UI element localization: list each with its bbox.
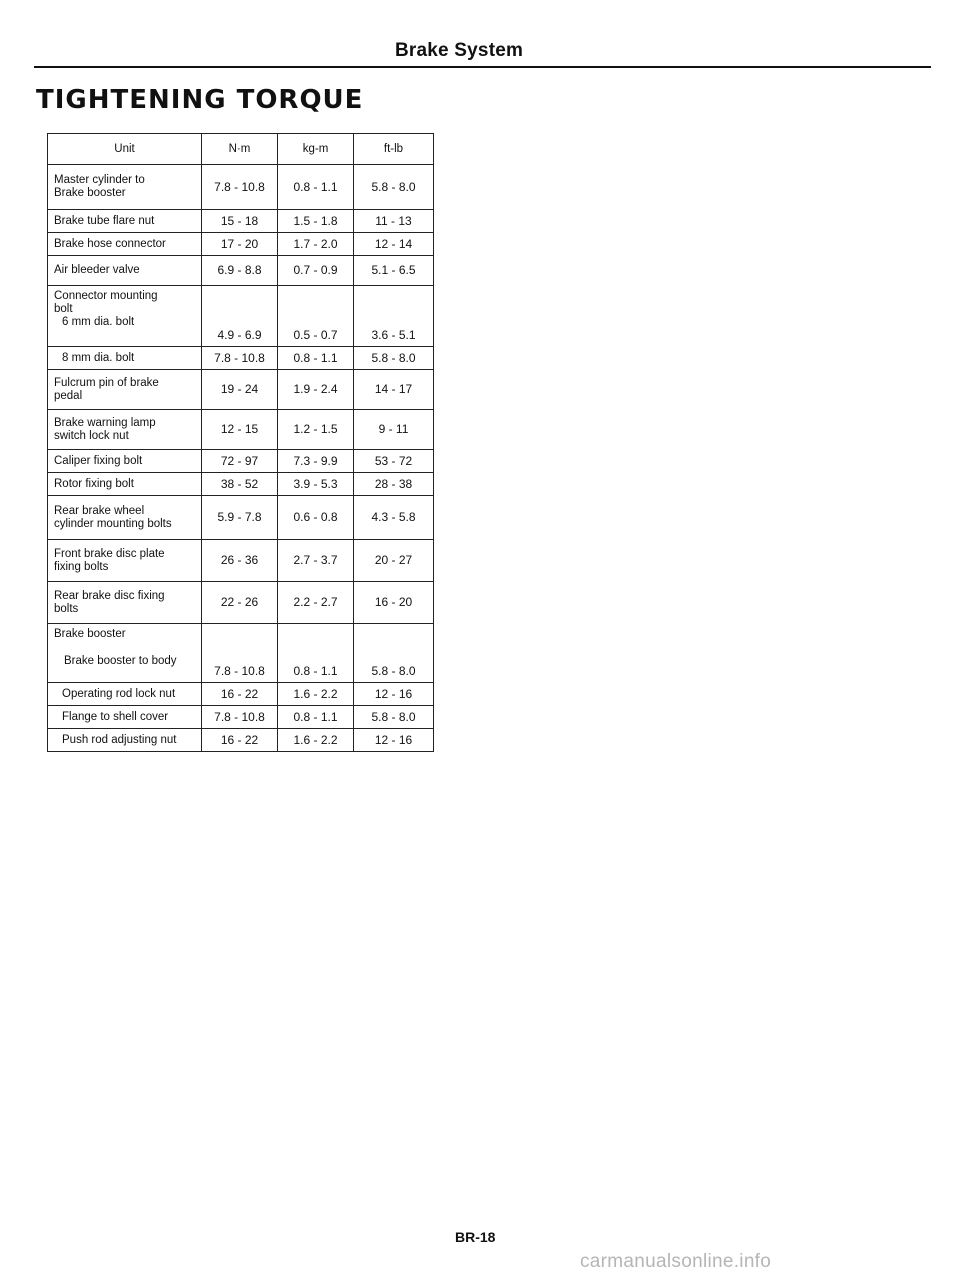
- cell-nm: 4.9 - 6.9: [202, 286, 278, 347]
- cell-item: [48, 165, 202, 210]
- table-row: [48, 370, 434, 410]
- cell-kgm: 1.6 - 2.2: [278, 729, 354, 752]
- cell-kgm: 2.7 - 3.7: [278, 540, 354, 582]
- table-row: [48, 347, 434, 370]
- cell-item-line: Connector mounting: [54, 290, 158, 302]
- cell-item: [48, 706, 202, 729]
- cell-item: [48, 256, 202, 286]
- cell-nm: 7.8 - 10.8: [202, 706, 278, 729]
- cell-item: [48, 370, 202, 410]
- column-header-nm: N·m: [202, 134, 278, 165]
- cell-item: [48, 347, 202, 370]
- cell-nm: 6.9 - 8.8: [202, 256, 278, 286]
- cell-item-line: Brake hose connector: [54, 237, 166, 250]
- cell-nm: 16 - 22: [202, 729, 278, 752]
- table-row: [48, 210, 434, 233]
- cell-item: [48, 286, 202, 347]
- column-header-unit: Unit: [48, 134, 202, 165]
- cell-item-line: cylinder mounting bolts: [54, 517, 172, 530]
- table-row: [48, 496, 434, 540]
- cell-item-line: Caliper fixing bolt: [54, 454, 143, 467]
- cell-item: [48, 496, 202, 540]
- cell-nm: 38 - 52: [202, 473, 278, 496]
- cell-item-line: 6 mm dia. bolt: [62, 316, 135, 328]
- cell-item-line: fixing bolts: [54, 560, 109, 573]
- cell-item-line: Brake tube flare nut: [54, 214, 155, 227]
- cell-kgm: 0.7 - 0.9: [278, 256, 354, 286]
- cell-item-line: Rear brake disc fixing: [54, 589, 165, 602]
- page-number: BR-18: [455, 1229, 496, 1245]
- cell-nm: 26 - 36: [202, 540, 278, 582]
- cell-kgm: 7.3 - 9.9: [278, 450, 354, 473]
- table-row: [48, 286, 434, 347]
- table-header-row: [48, 134, 434, 165]
- cell-kgm: 1.2 - 1.5: [278, 410, 354, 450]
- cell-item: [48, 683, 202, 706]
- table-row: [48, 729, 434, 752]
- table-row: [48, 624, 434, 683]
- cell-ftlb: 5.8 - 8.0: [354, 706, 434, 729]
- cell-item-line: Fulcrum pin of brake: [54, 376, 159, 389]
- cell-item-line: Rotor fixing bolt: [54, 477, 134, 490]
- cell-ftlb: 12 - 16: [354, 729, 434, 752]
- cell-kgm: 2.2 - 2.7: [278, 582, 354, 624]
- cell-kgm: 1.7 - 2.0: [278, 233, 354, 256]
- watermark: carmanualsonline.info: [580, 1251, 772, 1272]
- table-row: [48, 450, 434, 473]
- cell-kgm: 1.5 - 1.8: [278, 210, 354, 233]
- cell-nm: 7.8 - 10.8: [202, 165, 278, 210]
- section-title: Brake System: [395, 40, 524, 61]
- cell-kgm: 0.8 - 1.1: [278, 624, 354, 683]
- cell-item: [48, 582, 202, 624]
- cell-ftlb: 9 - 11: [354, 410, 434, 450]
- cell-nm: 7.8 - 10.8: [202, 624, 278, 683]
- cell-nm: 16 - 22: [202, 683, 278, 706]
- cell-ftlb: 16 - 20: [354, 582, 434, 624]
- table-row: [48, 706, 434, 729]
- cell-ftlb: 20 - 27: [354, 540, 434, 582]
- cell-item: [48, 540, 202, 582]
- cell-ftlb: 5.8 - 8.0: [354, 624, 434, 683]
- cell-ftlb: 12 - 14: [354, 233, 434, 256]
- cell-item-line: switch lock nut: [54, 429, 129, 442]
- cell-item-line: Push rod adjusting nut: [62, 733, 177, 746]
- cell-kgm: 3.9 - 5.3: [278, 473, 354, 496]
- column-header-kgm: kg-m: [278, 134, 354, 165]
- cell-ftlb: 12 - 16: [354, 683, 434, 706]
- cell-kgm: 0.8 - 1.1: [278, 347, 354, 370]
- cell-item-line: Master cylinder to: [54, 174, 145, 186]
- table-body: [48, 165, 434, 752]
- cell-kgm: 1.6 - 2.2: [278, 683, 354, 706]
- cell-kgm: 0.8 - 1.1: [278, 165, 354, 210]
- cell-kgm: 1.9 - 2.4: [278, 370, 354, 410]
- cell-item: [48, 450, 202, 473]
- cell-item-line: Brake warning lamp: [54, 416, 156, 429]
- cell-item-line: Brake booster: [54, 628, 126, 640]
- cell-nm: 15 - 18: [202, 210, 278, 233]
- cell-item: [48, 233, 202, 256]
- cell-item-line: Brake booster: [54, 187, 126, 199]
- cell-nm: 7.8 - 10.8: [202, 347, 278, 370]
- table-row: [48, 540, 434, 582]
- cell-nm: 72 - 97: [202, 450, 278, 473]
- table-row: [48, 473, 434, 496]
- cell-item: [48, 473, 202, 496]
- cell-ftlb: 3.6 - 5.1: [354, 286, 434, 347]
- cell-item-line: Rear brake wheel: [54, 504, 145, 517]
- cell-item-line: Front brake disc plate: [54, 547, 165, 560]
- column-header-ftlb: ft-lb: [354, 134, 434, 165]
- cell-ftlb: 5.1 - 6.5: [354, 256, 434, 286]
- cell-nm: 17 - 20: [202, 233, 278, 256]
- cell-item-line: 8 mm dia. bolt: [62, 351, 135, 364]
- cell-ftlb: 4.3 - 5.8: [354, 496, 434, 540]
- page-title: TIGHTENING TORQUE: [36, 85, 364, 115]
- cell-ftlb: 14 - 17: [354, 370, 434, 410]
- cell-ftlb: 5.8 - 8.0: [354, 347, 434, 370]
- cell-item-line: Operating rod lock nut: [62, 687, 176, 700]
- cell-item: [48, 624, 202, 683]
- cell-ftlb: 11 - 13: [354, 210, 434, 233]
- cell-item-line: pedal: [54, 389, 83, 402]
- cell-kgm: 0.6 - 0.8: [278, 496, 354, 540]
- cell-item-line: Air bleeder valve: [54, 264, 140, 276]
- cell-item-line: bolt: [54, 303, 73, 315]
- cell-item: [48, 210, 202, 233]
- cell-ftlb: 5.8 - 8.0: [354, 165, 434, 210]
- table-row: [48, 256, 434, 286]
- cell-ftlb: 53 - 72: [354, 450, 434, 473]
- cell-nm: 22 - 26: [202, 582, 278, 624]
- table-row: [48, 683, 434, 706]
- cell-item-line: Flange to shell cover: [62, 710, 169, 723]
- cell-item: [48, 410, 202, 450]
- table-row: [48, 582, 434, 624]
- cell-item-line: Brake booster to body: [64, 655, 177, 667]
- cell-nm: 19 - 24: [202, 370, 278, 410]
- cell-kgm: 0.8 - 1.1: [278, 706, 354, 729]
- cell-nm: 12 - 15: [202, 410, 278, 450]
- cell-ftlb: 28 - 38: [354, 473, 434, 496]
- header-rule: [34, 66, 931, 68]
- cell-kgm: 0.5 - 0.7: [278, 286, 354, 347]
- table-row: [48, 233, 434, 256]
- cell-nm: 5.9 - 7.8: [202, 496, 278, 540]
- table-row: [48, 410, 434, 450]
- cell-item-line: bolts: [54, 602, 79, 615]
- table-row: [48, 165, 434, 210]
- torque-table: [47, 133, 434, 752]
- cell-item: [48, 729, 202, 752]
